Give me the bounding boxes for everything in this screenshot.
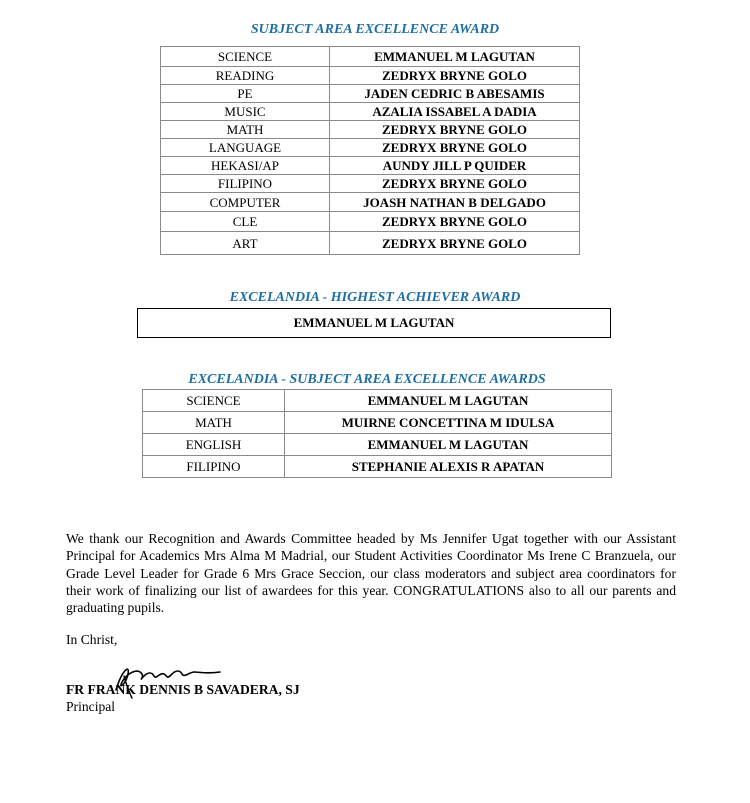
thank-you-paragraph: We thank our Recognition and Awards Committee headed by Ms Jennifer Ugat together with our Assistant Principal for Academics Mrs Alma M Madrial, our Student Activities Coordinator Ms Irene C Branzuela, our Grade Level Leader for Grade 6 Mrs Grace Seccion, our class moderators and subject area coordinators for their work of finalizing our list of awardees for this year. CONGRATULATIONS also to all our parents and graduating pupils.: [66, 531, 676, 616]
subject-cell: COMPUTER: [161, 193, 330, 212]
table-row: [143, 456, 612, 478]
excelandia-awards-title: EXCELANDIA - SUBJECT AREA EXCELLENCE AWARDS: [188, 372, 546, 387]
subject-cell: MATH: [143, 412, 285, 434]
subject-cell: CLE: [161, 212, 330, 232]
highest-achiever-box: [137, 308, 611, 338]
table-row: [161, 121, 580, 139]
table-row: [143, 412, 612, 434]
awardee-cell: ZEDRYX BRYNE GOLO: [330, 139, 580, 157]
awardee-cell: EMMANUEL M LAGUTAN: [285, 390, 612, 412]
awardee-cell: AUNDY JILL P QUIDER: [330, 157, 580, 175]
table-row: [161, 103, 580, 121]
table-row: [143, 434, 612, 456]
awardee-cell: EMMANUEL M LAGUTAN: [330, 47, 580, 67]
subject-cell: FILIPINO: [161, 175, 330, 193]
subject-awards-title: SUBJECT AREA EXCELLENCE AWARD: [250, 22, 500, 37]
subject-cell: SCIENCE: [143, 390, 285, 412]
table-row: [161, 47, 580, 67]
awardee-cell: JOASH NATHAN B DELGADO: [330, 193, 580, 212]
excelandia-awards-table: [142, 389, 612, 478]
subject-cell: READING: [161, 67, 330, 85]
awardee-cell: ZEDRYX BRYNE GOLO: [330, 175, 580, 193]
highest-achiever-name: EMMANUEL M LAGUTAN: [293, 315, 455, 330]
subject-cell: ART: [161, 232, 330, 255]
subject-cell: MATH: [161, 121, 330, 139]
subject-cell: PE: [161, 85, 330, 103]
table-row: [161, 175, 580, 193]
awardee-cell: MUIRNE CONCETTINA M IDULSA: [285, 412, 612, 434]
table-row: [161, 232, 580, 255]
awardee-cell: STEPHANIE ALEXIS R APATAN: [285, 456, 612, 478]
subject-cell: MUSIC: [161, 103, 330, 121]
awardee-cell: AZALIA ISSABEL A DADIA: [330, 103, 580, 121]
awardee-cell: ZEDRYX BRYNE GOLO: [330, 232, 580, 255]
table-row: [161, 193, 580, 212]
awardee-cell: JADEN CEDRIC B ABESAMIS: [330, 85, 580, 103]
table-row: [161, 157, 580, 175]
signer-name: FR FRANK DENNIS B SAVADERA, SJ: [66, 682, 300, 697]
highest-achiever-title: EXCELANDIA - HIGHEST ACHIEVER AWARD: [229, 290, 521, 305]
closing-line: In Christ,: [66, 632, 118, 647]
subject-cell: ENGLISH: [143, 434, 285, 456]
subject-cell: LANGUAGE: [161, 139, 330, 157]
subject-cell: FILIPINO: [143, 456, 285, 478]
awardee-cell: ZEDRYX BRYNE GOLO: [330, 67, 580, 85]
subject-cell: HEKASI/AP: [161, 157, 330, 175]
subject-awards-table: [160, 46, 580, 255]
signer-role: Principal: [66, 699, 116, 714]
awardee-cell: ZEDRYX BRYNE GOLO: [330, 121, 580, 139]
awardee-cell: ZEDRYX BRYNE GOLO: [330, 212, 580, 232]
table-row: [161, 67, 580, 85]
table-row: [161, 212, 580, 232]
awardee-cell: EMMANUEL M LAGUTAN: [285, 434, 612, 456]
table-row: [161, 139, 580, 157]
table-row: [143, 390, 612, 412]
table-row: [161, 85, 580, 103]
subject-cell: SCIENCE: [161, 47, 330, 67]
